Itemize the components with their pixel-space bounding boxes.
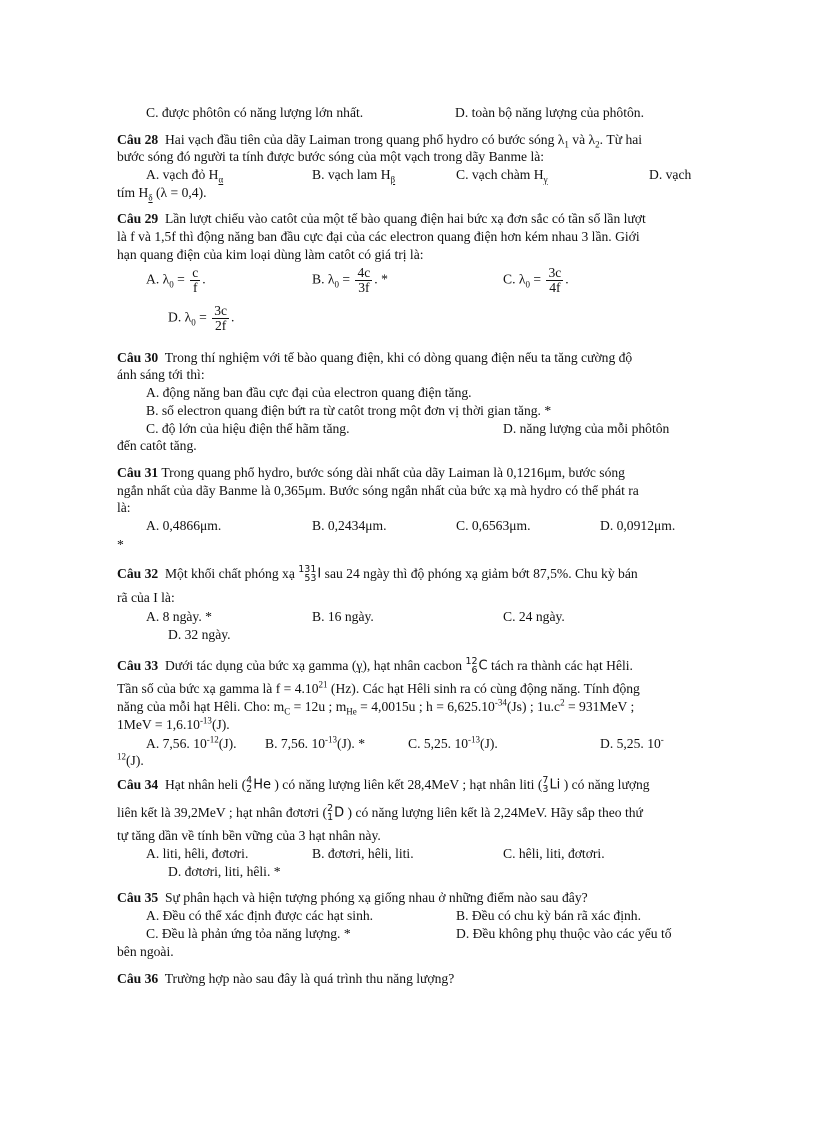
- text: .: [565, 271, 569, 287]
- text: A. λ: [146, 271, 170, 287]
- sup: -13: [325, 734, 338, 745]
- sup: -: [660, 734, 664, 745]
- sub: δ: [148, 192, 153, 203]
- q30-option-b: B. số electron quang điện bứt ra từ catôt trong một đơn vị thời gian tăng. *: [146, 403, 552, 418]
- gamma-symbol: γ: [356, 658, 363, 673]
- text: D. 5,25. 10: [600, 736, 661, 751]
- text: (J).: [211, 717, 230, 732]
- q29-stem-line1: [117, 210, 646, 227]
- q36-number: Câu 36: [117, 971, 159, 986]
- sub: 0: [525, 279, 530, 290]
- text: Tần số của bức xạ gamma là f = 4.10: [117, 681, 319, 696]
- lithium-7-isotope: [542, 776, 560, 794]
- q28-stem-line2: bước sóng đó người ta tính được bước sóng của một vạch trong dãy Banme là:: [117, 149, 545, 164]
- fraction: [355, 266, 372, 295]
- text: Trường hợp nào sau đây là quá trình thu năng lượng?: [164, 971, 455, 986]
- mass-number: 131: [298, 564, 317, 575]
- symbol: He: [253, 777, 271, 793]
- q31-stem-line2: ngắn nhất của dãy Banme là 0,365μm. Bước sóng ngắn nhất của bức xạ mà hydro có thể phát ra: [117, 483, 639, 498]
- q27-option-d: D. toàn bộ năng lượng của phôtôn.: [455, 105, 644, 120]
- iodine-131-isotope: [298, 565, 321, 583]
- text: =: [338, 271, 354, 287]
- text: = 4,0015u ; h = 6,625.10: [356, 699, 495, 714]
- q28-option-c: [456, 166, 548, 183]
- q31-answer-mark: *: [117, 537, 124, 552]
- text: A. 7,56. 10: [146, 736, 207, 751]
- text: (λ = 0,4).: [152, 185, 207, 200]
- denominator: f: [192, 280, 198, 295]
- q30-stem-line1: [117, 349, 632, 366]
- text: A. vạch đỏ H: [146, 167, 219, 182]
- helium-4-isotope: [246, 776, 271, 794]
- q30-option-d-cont: đến catôt tăng.: [117, 438, 197, 453]
- q29-option-b: [312, 266, 388, 295]
- q34-stem-line3: tự tăng dần về tính bền vững của 3 hạt nhân này.: [117, 828, 381, 843]
- sub: 0: [169, 279, 174, 290]
- text: năng của mỗi hạt Hêli. Cho: m: [117, 699, 285, 714]
- q32-number: Câu 32: [117, 566, 159, 581]
- text: =: [195, 309, 211, 325]
- text: ) có năng lượng liên kết là 2,24MeV. Hãy sắp theo thứ: [347, 805, 643, 820]
- q30-stem-line2: ánh sáng tới thì:: [117, 367, 205, 382]
- q30-option-a: A. động năng ban đầu cực đại của electron quang điện tăng.: [146, 385, 472, 400]
- text: tím H: [117, 185, 149, 200]
- q30-number: Câu 30: [117, 350, 159, 365]
- text: .: [202, 271, 206, 287]
- text: B. λ: [312, 271, 335, 287]
- fraction: [190, 266, 200, 295]
- text: và λ: [568, 132, 596, 147]
- q31-option-d: D. 0,0912μm.: [600, 518, 676, 533]
- q33-option-d: [600, 735, 664, 752]
- q31-stem-line3: là:: [117, 500, 131, 515]
- sub: C: [284, 706, 291, 717]
- q33-stem-line4: [117, 716, 230, 733]
- text: . Từ hai: [599, 132, 643, 147]
- q35-option-b: B. Đều có chu kỳ bán rã xác định.: [456, 908, 641, 923]
- denominator: 3f: [358, 280, 370, 295]
- q33-option-a: [146, 735, 237, 752]
- symbol: C: [478, 658, 488, 674]
- q29-option-a: [146, 266, 206, 295]
- sub: 0: [191, 317, 196, 328]
- atomic-number: 3: [542, 784, 549, 795]
- sub: 0: [334, 279, 339, 290]
- text: tách ra thành các hạt Hêli.: [487, 658, 633, 673]
- q34-stem-line1: [117, 776, 650, 794]
- text: (J).: [218, 736, 237, 751]
- text: ), hạt nhân cacbon: [362, 658, 463, 673]
- text: C. λ: [503, 271, 526, 287]
- q28-number: Câu 28: [117, 132, 159, 147]
- atomic-number: 2: [246, 784, 253, 795]
- sup: -13: [199, 715, 212, 726]
- sub: γ: [543, 174, 548, 185]
- sub: α: [218, 174, 224, 185]
- q31-option-b: B. 0,2434μm.: [312, 518, 387, 533]
- text: D. λ: [168, 309, 192, 325]
- text: = 12u ; m: [290, 699, 347, 714]
- q29-stem-line2: là f và 1,5f thì động năng ban đầu cực đại của các electron quang điện hơn kém nhau 3 lần. Giới: [117, 229, 640, 244]
- sup: 2: [560, 697, 565, 708]
- q33-stem-line1: [117, 657, 633, 675]
- sup: -34: [494, 697, 507, 708]
- symbol: I: [317, 566, 322, 582]
- q29-option-d: [168, 304, 234, 333]
- sup: 12: [117, 751, 126, 762]
- atomic-number: 1: [327, 812, 334, 823]
- q35-option-d: D. Đều không phụ thuộc vào các yếu tố: [456, 926, 672, 941]
- numerator: 3c: [214, 303, 228, 318]
- numerator: c: [192, 265, 199, 280]
- text: Lần lượt chiếu vào catôt của một tế bào quang điện hai bức xạ đơn sắc có tần số lần lượt: [164, 211, 646, 226]
- text: 1MeV = 1,6.10: [117, 717, 200, 732]
- mass-number: 12: [465, 656, 478, 667]
- text: ) có năng lượng: [563, 777, 650, 792]
- text: C. 5,25. 10: [408, 736, 469, 751]
- q34-stem-line2: [117, 804, 643, 822]
- text: (J). *: [337, 736, 365, 751]
- text: Hạt nhân heli (: [164, 777, 247, 792]
- text: Một khối chất phóng xạ: [164, 566, 295, 581]
- text: .: [231, 309, 235, 325]
- q28-option-b: [312, 166, 395, 183]
- text: B. 7,56. 10: [265, 736, 326, 751]
- mass-number: 2: [327, 803, 334, 814]
- q32-stem-line2: rã của I là:: [117, 590, 175, 605]
- q28-option-d-cont: [117, 184, 207, 201]
- text: =: [173, 271, 189, 287]
- q34-option-b: B. đơtơri, hêli, liti.: [312, 846, 414, 861]
- q27-option-c: C. được phôtôn có năng lượng lớn nhất.: [146, 105, 364, 120]
- q31-number: Câu 31: [117, 465, 159, 480]
- denominator: 2f: [214, 318, 227, 333]
- q28-option-d: D. vạch: [649, 167, 692, 182]
- text: Trong quang phổ hydro, bước sóng dài nhất của dãy Laiman là 0,1216μm, bước sóng: [161, 465, 625, 480]
- fraction: [212, 304, 229, 333]
- numerator: 4c: [357, 265, 371, 280]
- sup: -12: [206, 734, 219, 745]
- text: Hai vạch đầu tiên của dãy Laiman trong quang phổ hydro có bước sóng λ: [164, 132, 565, 147]
- deuterium-isotope: [327, 804, 344, 822]
- q29-stem-line3: hạn quang điện của kim loại dùng làm catôt có giá trị là:: [117, 247, 424, 262]
- text: (Hz). Các hạt Hêli sinh ra có cùng động năng. Tính động: [327, 681, 640, 696]
- text: (J).: [126, 753, 144, 768]
- sub: 1: [564, 139, 569, 150]
- mass-number: 7: [542, 775, 549, 786]
- text: ) có năng lượng liên kết 28,4MeV ; hạt nhân liti (: [274, 777, 543, 792]
- text: Trong thí nghiệm với tế bào quang điện, khi có dòng quang điện nếu ta tăng cường độ: [164, 350, 633, 365]
- q35-option-a: A. Đều có thể xác định được các hạt sinh.: [146, 908, 374, 923]
- q32-option-b: B. 16 ngày.: [312, 609, 374, 624]
- q29-option-c: [503, 266, 569, 295]
- q33-option-b: [265, 735, 365, 752]
- text: C. vạch chàm H: [456, 167, 544, 182]
- atomic-number: 53: [304, 573, 317, 584]
- atomic-number: 6: [471, 665, 478, 676]
- q32-stem-line1: [117, 565, 638, 583]
- q28-option-a: [146, 166, 223, 183]
- text: liên kết là 39,2MeV ; hạt nhân đơtơri (: [117, 805, 328, 820]
- numerator: 3c: [548, 265, 562, 280]
- q31-stem-line1: [117, 464, 625, 481]
- q35-number: Câu 35: [117, 890, 159, 905]
- q32-option-d: D. 32 ngày.: [168, 627, 231, 642]
- sub: He: [346, 706, 357, 717]
- q34-number: Câu 34: [117, 777, 159, 792]
- symbol: D: [334, 805, 345, 821]
- q34-option-a: A. liti, hêli, đơtơri.: [146, 846, 249, 861]
- q31-option-a: A. 0,4866μm.: [146, 518, 222, 533]
- mass-number: 4: [246, 775, 253, 786]
- sup: -13: [468, 734, 481, 745]
- q30-option-d: D. năng lượng của mỗi phôtôn: [503, 421, 670, 436]
- q34-option-d: D. đơtơri, liti, hêli. *: [168, 864, 281, 879]
- q36-stem-line1: [117, 970, 454, 987]
- q35-option-c: C. Đều là phản ứng tỏa năng lượng. *: [146, 926, 351, 941]
- q33-option-c: [408, 735, 498, 752]
- text: (J).: [480, 736, 498, 751]
- q31-option-c: C. 0,6563μm.: [456, 518, 531, 533]
- sub: 2: [595, 139, 600, 150]
- text: =: [529, 271, 545, 287]
- q28-stem-line1: [117, 131, 642, 148]
- carbon-12-isotope: [465, 657, 487, 675]
- q33-number: Câu 33: [117, 658, 159, 673]
- text: .: [374, 271, 378, 287]
- q35-option-d-cont: bên ngoài.: [117, 944, 174, 959]
- denominator: 4f: [549, 280, 561, 295]
- q33-stem-line3: [117, 698, 634, 715]
- text: (Js) ; 1u.c: [506, 699, 561, 714]
- q33-stem-line2: [117, 680, 640, 697]
- text: = 931MeV ;: [564, 699, 635, 714]
- q33-option-d-cont: [117, 752, 144, 769]
- q32-option-c: C. 24 ngày.: [503, 609, 565, 624]
- sub: β: [390, 174, 396, 185]
- text: B. vạch lam H: [312, 167, 391, 182]
- q29-number: Câu 29: [117, 211, 159, 226]
- q32-option-a: A. 8 ngày. *: [146, 609, 212, 624]
- fraction: [546, 266, 563, 295]
- text: *: [377, 271, 388, 287]
- q34-option-c: C. hêli, liti, đơtơri.: [503, 846, 605, 861]
- q30-option-c: C. độ lớn của hiệu điện thế hãm tăng.: [146, 421, 350, 436]
- symbol: Li: [549, 777, 561, 793]
- text: Sự phân hạch và hiện tượng phóng xạ giống nhau ở những điểm nào sau đây?: [164, 890, 588, 905]
- text: sau 24 ngày thì độ phóng xạ giảm bớt 87,5%. Chu kỳ bán: [321, 566, 638, 581]
- text: Dưới tác dụng của bức xạ gamma (: [164, 658, 357, 673]
- q35-stem-line1: [117, 889, 588, 906]
- sup: 21: [318, 679, 328, 690]
